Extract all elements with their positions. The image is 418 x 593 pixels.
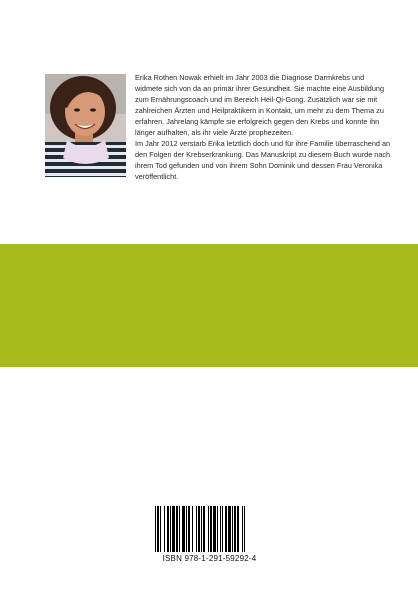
barcode-bar [208,506,209,552]
barcode-bar [232,506,233,552]
isbn-label: ISBN 978-1-291-59292-4 [162,554,257,563]
barcode-block [151,502,268,569]
barcode-bar [186,506,187,552]
barcode-bar [234,506,236,552]
barcode-bar [157,506,159,552]
barcode-bar [155,506,156,552]
barcode-bar [167,506,169,552]
barcode-bar [217,506,218,552]
barcode [155,506,264,552]
bio-paragraph: Im Jahr 2012 verstarb Erika letztlich doch und für ihre Familie überraschend an den Folgen der Krebserkrankung. Das Manuskript zu diesem Buch wurde nach ihrem Tod gefunden und von ihrem Sohn Dominik und dessen Frau Veronika veröffentlicht. [135,139,391,181]
author-bio [135,72,393,182]
barcode-bar [222,506,223,552]
barcode-bar [172,506,175,552]
barcode-bar [237,506,239,552]
barcode-bar [179,506,180,552]
barcode-bar [228,506,231,552]
barcode-bar [160,506,161,552]
barcode-bar [201,506,202,552]
author-photo [45,74,126,177]
barcode-bar [198,506,200,552]
barcode-bar [220,506,221,552]
barcode-bar [225,506,227,552]
barcode-bar [213,506,216,552]
barcode-bar [242,506,243,552]
barcode-bar [203,506,205,552]
green-color-band [0,244,418,367]
barcode-bar [170,506,171,552]
bio-paragraph: Erika Rothen Nowak erhielt im Jahr 2003 die Diagnose Darmkrebs und widmete sich von da an primär ihrer Gesundheit. Sie machte eine Ausbildung zum Ernährungscoach und im Bereich Heil-Qi-Gong. Zusätzlich war sie mit zahlreichen Ärzten und Heilpraktikern in Kontakt, um mehr zu dem Thema zu erfahren. Jahrelang kämpfe sie erfolgreich gegen den Krebs und konnte ihn länger aufhalten, als ihr viele Ärzte prophezeiten. [135,73,385,137]
barcode-bar [192,506,193,552]
barcode-bar [196,506,197,552]
barcode-bar [182,506,185,552]
barcode-bar [244,506,245,552]
barcode-bar [188,506,190,552]
barcode-bar [164,506,165,552]
barcode-bar [210,506,212,552]
barcode-bar [176,506,178,552]
